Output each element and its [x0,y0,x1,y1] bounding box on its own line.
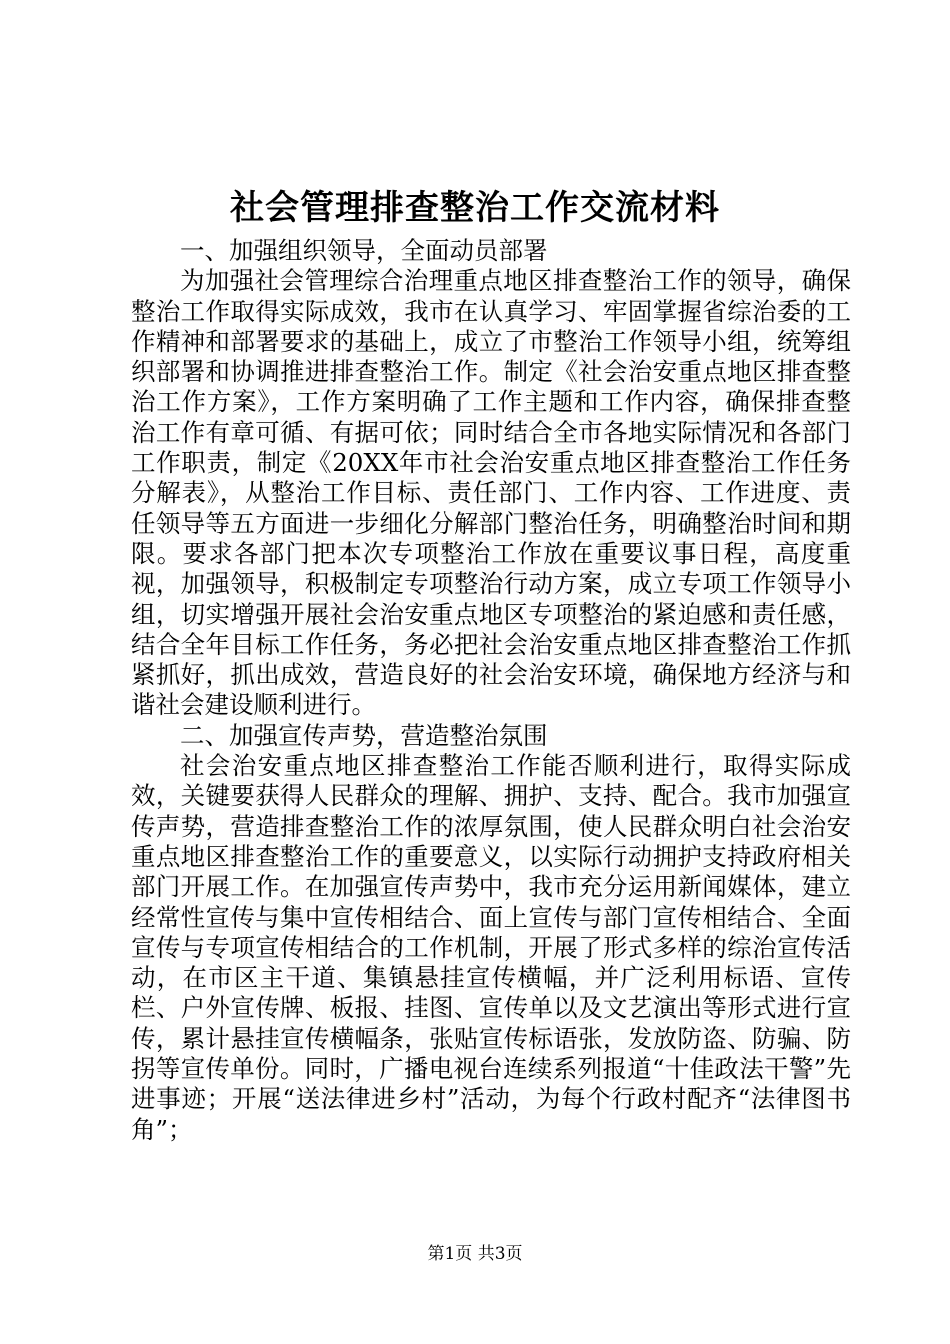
section-1-heading: 一、加强组织领导，全面动员部署 [180,236,548,265]
section-2-heading: 二、加强宣传声势，营造整治氛围 [180,720,548,750]
page-number-footer: 第1页 共3页 [427,1244,523,1264]
document-title: 社会管理排查整治工作交流材料 [230,188,720,228]
section-2-paragraph: 社会治安重点地区排查整治工作能否顺利进行，取得实际成效，关键要获得人民群众的理解、拥护、支持、配合。我市加强宣传声势，营造排查整治工作的浓厚氛围，使人民群众明白社会治安重点地区排查整治工作的重要意义，以实际行动拥护支持政府相关部门开展工作。在加强宣传声势中，我市充分运用新闻媒体，建立经常性宣传与集中宣传相结合、面上宣传与部门宣传相结合、全面宣传与专项宣传相结合的工作机制，开展了形式多样的综治宣传活动，在市区主干道、集镇悬挂宣传横幅，并广泛利用标语、宣传栏、户外宣传牌、板报、挂图、宣传单以及文艺演出等形式进行宣传，累计悬挂宣传横幅条，张贴宣传标语张，发放防盗、防骗、防拐等宣传单份。同时，广播电视台连续系列报道“十佳政法干警”先进事迹；开展“送法律进乡村”活动，为每个行政村配齐“法律图书角”； [131,751,851,1144]
document-body [131,236,851,1145]
section-1-paragraph: 为加强社会管理综合治理重点地区排查整治工作的领导，确保整治工作取得实际成效，我市在认真学习、牢固掌握省综治委的工作精神和部署要求的基础上，成立了市整治工作领导小组，统筹组织部署和协调推进排查整治工作。制定《社会治安重点地区排查整治工作方案》，工作方案明确了工作主题和工作内容，确保排查整治工作有章可循、有据可依；同时结合全市各地实际情况和各部门工作职责，制定《20XX年市社会治安重点地区排查整治工作任务分解表》，从整治工作目标、责任部门、工作内容、工作进度、责任领导等五方面进一步细化分解部门整治任务，明确整治时间和期限。要求各部门把本次专项整治工作放在重要议事日程，高度重视，加强领导，积极制定专项整治行动方案，成立专项工作领导小组，切实增强开展社会治安重点地区专项整治的紧迫感和责任感，结合全年目标工作任务，务必把社会治安重点地区排查整治工作抓紧抓好，抓出成效，营造良好的社会治安环境，确保地方经济与和谐社会建设顺利进行。 [131,266,851,720]
